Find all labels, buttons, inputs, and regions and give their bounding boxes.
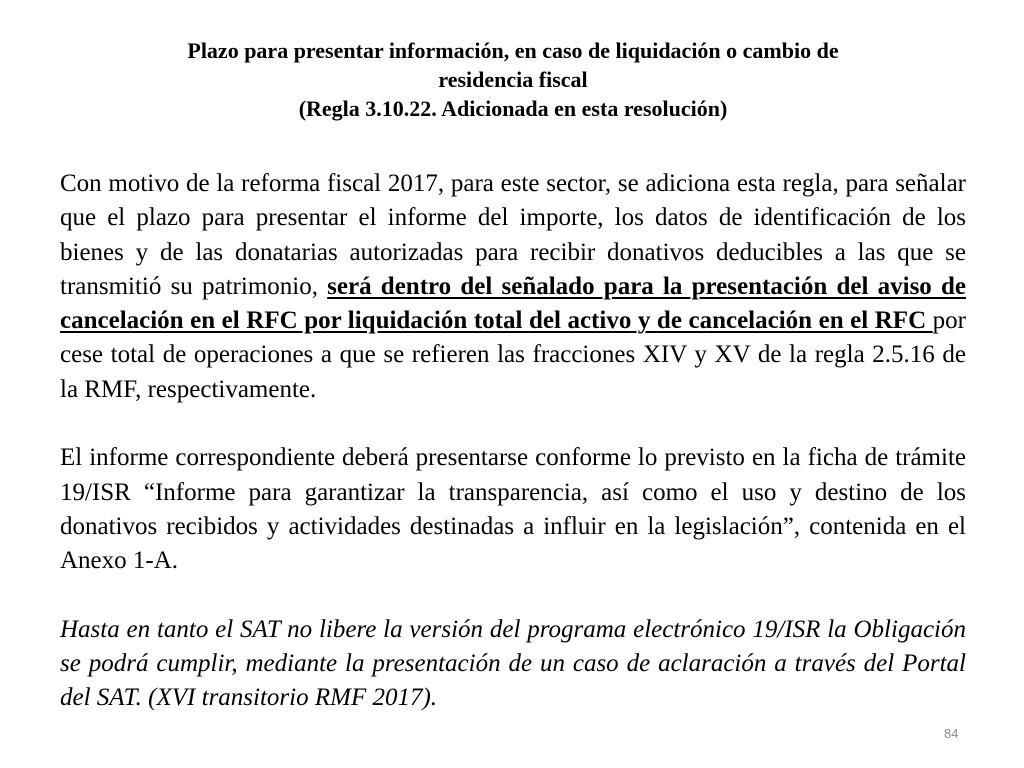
slide-title — [60, 36, 966, 123]
title-line-1: Plazo para presentar información, en caso de liquidación o cambio de — [187, 38, 839, 63]
paragraph-reform-ending: por cese total de operaciones a que se refieren las fracciones XIV y XV de la regla 2.5.16 de la RMF, respectivamente. — [60, 307, 966, 403]
title-line-2: residencia fiscal — [438, 67, 588, 92]
page-number: 84 — [944, 726, 959, 741]
paragraph-informe: El informe correspondiente deberá presentarse conforme lo previsto en la ficha de trámite 19/ISR “Informe para garantizar la transparencia, así como el uso y destino de los donativos recibidos y actividades destinadas a influir en la legislación”, contenida en el Anexo 1-A. — [60, 444, 966, 575]
paragraph-reform — [60, 167, 966, 407]
paragraph-reform-emphasis: será dentro del señalado para la presentación del aviso de cancelación en el RFC por liquidación total del activo y de cancelación en el RFC — [60, 272, 966, 335]
slide-body — [60, 167, 966, 716]
paragraph-transitorio: Hasta en tanto el SAT no libere la versión del programa electrónico 19/ISR la Obligación se podrá cumplir, mediante la presentación de un caso de aclaración a través del Portal del SAT. (XVI transitorio RMF 2017). — [60, 615, 966, 712]
paragraph-reform-intro: Con motivo de la reforma fiscal 2017, para este sector, se adiciona esta regla, para señalar que el plazo para presentar el informe del importe, los datos de identificación de los bienes y de las donatarias autorizadas para recibir donativos deducibles a las que se transmitió su patrimonio, — [60, 170, 966, 300]
title-line-3: (Regla 3.10.22. Adicionada en esta resolución) — [298, 96, 728, 121]
